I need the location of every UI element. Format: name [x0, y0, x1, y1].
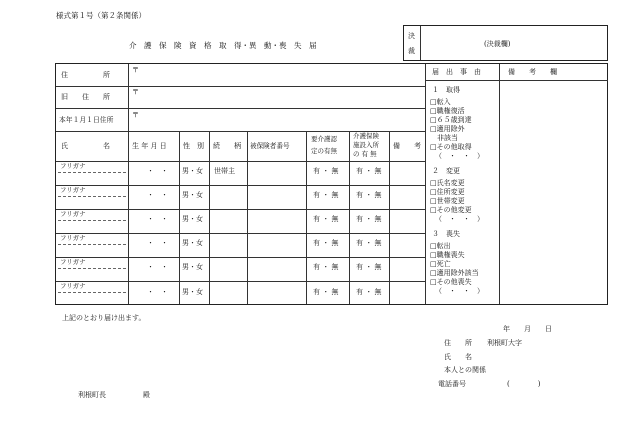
sex-field[interactable]: 男・女 [182, 263, 203, 271]
reason-checkbox[interactable]: □死亡 [430, 260, 451, 268]
care-cert-field[interactable]: 有 ・ 無 [313, 288, 339, 296]
col-relation: 続 柄 [213, 142, 241, 150]
mayor-label: 利根町長 [78, 391, 106, 399]
reason-checkbox[interactable]: □職権復活 [430, 107, 465, 115]
care-cert-field[interactable]: 有 ・ 無 [313, 167, 339, 175]
dob-field[interactable]: ・ ・ [147, 215, 168, 223]
applicant-address-value[interactable]: 利根町大字 [487, 339, 522, 347]
col-sex: 性 別 [183, 142, 204, 150]
jan1-address-mark[interactable]: 〒 [132, 111, 139, 119]
col-facility-1: 介護保険 [353, 132, 379, 140]
address-label: 住 所 [61, 71, 110, 79]
change-date[interactable]: （ ・ ・ ） [435, 215, 484, 223]
facility-field[interactable]: 有 ・ 無 [356, 167, 382, 175]
col-care-cert-1: 要介護認 [311, 135, 337, 143]
col-remarks: 備 考 [393, 142, 421, 150]
sex-field[interactable]: 男・女 [182, 288, 203, 296]
reason-checkbox[interactable]: □６５歳到達 [430, 116, 472, 124]
col-insured-no: 被保険者番号 [250, 142, 290, 150]
applicant-address-label: 住 所 [444, 339, 472, 347]
reason-checkbox[interactable]: □氏名変更 [430, 179, 465, 187]
sex-field[interactable]: 男・女 [182, 239, 203, 247]
col-facility-3: の 有 無 [353, 150, 377, 158]
declaration-text: 上記のとおり届け出ます。 [62, 314, 146, 322]
reason-checkbox[interactable]: □世帯変更 [430, 197, 465, 205]
sex-field[interactable]: 男・女 [182, 167, 203, 175]
care-cert-field[interactable]: 有 ・ 無 [313, 239, 339, 247]
reason-checkbox[interactable]: □その他取得 [430, 143, 472, 151]
dob-field[interactable]: ・ ・ [147, 191, 168, 199]
decision-field[interactable]: (決裁欄) [484, 40, 511, 48]
care-cert-field[interactable]: 有 ・ 無 [313, 191, 339, 199]
furigana-field[interactable]: フリガナ [60, 162, 86, 170]
col-facility-2: 施設入所 [353, 141, 379, 149]
furigana-field[interactable]: フリガナ [60, 234, 86, 242]
relation-to-person-label: 本人との関係 [444, 366, 486, 374]
furigana-field[interactable]: フリガナ [60, 210, 86, 218]
date-field[interactable]: 年 月 日 [503, 325, 552, 333]
col-dob: 生 年 月 日 [132, 142, 167, 150]
decision-box [403, 25, 608, 61]
care-cert-field[interactable]: 有 ・ 無 [313, 215, 339, 223]
jan1-address-label: 本年１月１日住所 [59, 116, 114, 124]
loss-date[interactable]: （ ・ ・ ） [435, 287, 484, 295]
loss-title: ３ 喪失 [432, 230, 460, 238]
reason-checkbox[interactable]: □住所変更 [430, 188, 465, 196]
reason-checkbox[interactable]: □適用除外該当 [430, 269, 479, 277]
honorific-label: 殿 [143, 391, 150, 399]
reason-checkbox[interactable]: □職権喪失 [430, 251, 465, 259]
acquire-title: １ 取得 [432, 86, 460, 94]
old-address-mark[interactable]: 〒 [132, 88, 139, 96]
relation-field[interactable]: 世帯主 [214, 167, 235, 175]
decision-label-2: 裁 [408, 47, 415, 55]
reason-checkbox[interactable]: □適用除外 [430, 125, 465, 133]
facility-field[interactable]: 有 ・ 無 [356, 215, 382, 223]
facility-field[interactable]: 有 ・ 無 [356, 288, 382, 296]
decision-label-1: 決 [408, 32, 415, 40]
form-title: 介 護 保 険 資 格 取 得・異 動・喪 失 届 [129, 41, 317, 50]
phone-field[interactable]: ( ) [507, 380, 541, 388]
notification-form [55, 63, 608, 305]
facility-field[interactable]: 有 ・ 無 [356, 239, 382, 247]
dob-field[interactable]: ・ ・ [147, 239, 168, 247]
reason-checkbox[interactable]: □転出 [430, 242, 451, 250]
sex-field[interactable]: 男・女 [182, 191, 203, 199]
col-care-cert-2: 定の有無 [311, 147, 337, 155]
care-cert-field[interactable]: 有 ・ 無 [313, 263, 339, 271]
remarks-header: 備 考 欄 [508, 68, 557, 76]
acquire-date[interactable]: （ ・ ・ ） [435, 152, 484, 160]
sex-field[interactable]: 男・女 [182, 215, 203, 223]
reason-checkbox[interactable]: □転入 [430, 98, 451, 106]
dob-field[interactable]: ・ ・ [147, 263, 168, 271]
reason-sub-label: 非該当 [430, 134, 458, 142]
applicant-name-label: 氏 名 [444, 353, 472, 361]
phone-label: 電話番号 [438, 380, 466, 388]
form-number: 様式第１号（第２条関係） [56, 11, 146, 20]
furigana-field[interactable]: フリガナ [60, 258, 86, 266]
address-mark[interactable]: 〒 [132, 66, 139, 74]
dob-field[interactable]: ・ ・ [147, 288, 168, 296]
furigana-field[interactable]: フリガナ [60, 186, 86, 194]
facility-field[interactable]: 有 ・ 無 [356, 191, 382, 199]
reason-checkbox[interactable]: □その他喪失 [430, 278, 472, 286]
reason-header: 届 出 事 由 [432, 68, 481, 76]
reason-checkbox[interactable]: □その他変更 [430, 206, 472, 214]
old-address-label: 旧 住 所 [61, 93, 110, 101]
dob-field[interactable]: ・ ・ [147, 167, 168, 175]
change-title: ２ 変更 [432, 167, 460, 175]
col-name: 氏 名 [61, 142, 110, 150]
furigana-field[interactable]: フリガナ [60, 282, 86, 290]
facility-field[interactable]: 有 ・ 無 [356, 263, 382, 271]
